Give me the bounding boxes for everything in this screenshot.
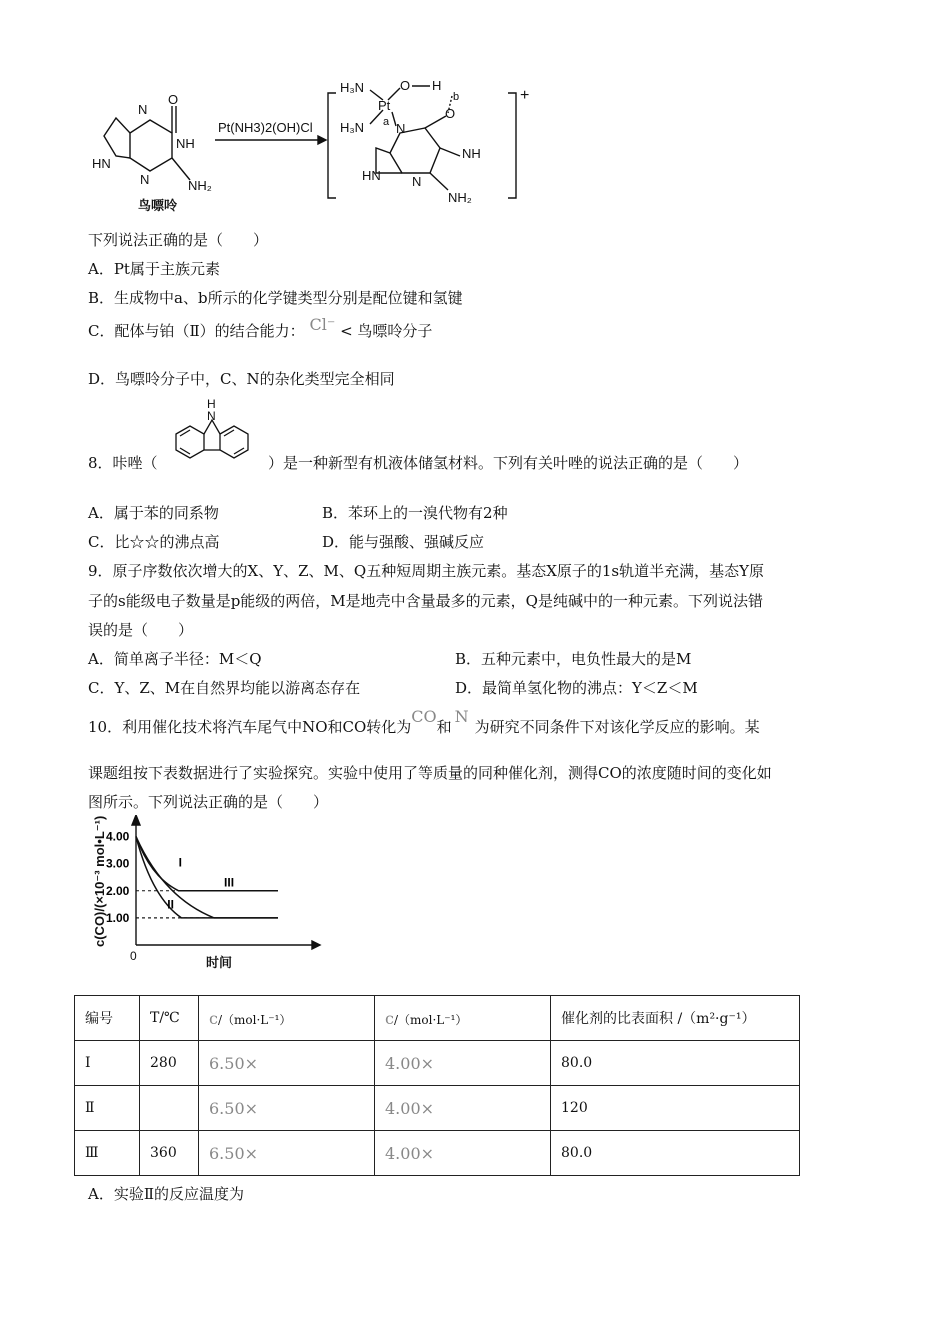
q10-post: 为研究不同条件下对该化学反应的影响。某 xyxy=(474,718,760,736)
experiment-table xyxy=(74,995,800,1176)
y-tick-label: 3.00 xyxy=(106,856,130,871)
header-c1-unit: /（mol·L⁻¹） xyxy=(217,1012,292,1027)
header-c2 xyxy=(375,996,551,1041)
header-c1-prefix: c xyxy=(209,1008,218,1028)
y-tick-label: 2.00 xyxy=(106,883,130,898)
table-row xyxy=(75,1131,800,1176)
co-concentration-chart xyxy=(88,815,328,975)
table-header-row xyxy=(75,996,800,1041)
atom-h3n-bottom: H₃N xyxy=(340,120,365,135)
atom-o-product: O xyxy=(400,78,411,93)
q9-line2: 子的s能级电子数量是p能级的两倍，M是地壳中含量最多的元素，Q是纯碱中的一种元素。下列说法错 xyxy=(88,592,763,610)
atom-o-carbonyl: O xyxy=(445,106,456,121)
row3-temp: 360 xyxy=(140,1131,199,1176)
header-area: 催化剂的比表面积 /（m²·g⁻¹） xyxy=(551,996,800,1041)
atom-nh2-product: NH₂ xyxy=(448,190,472,205)
row2-area: 120 xyxy=(551,1086,800,1131)
header-id: 编号 xyxy=(75,996,140,1041)
q7-option-c-post: < 鸟嘌呤分子 xyxy=(340,322,433,340)
series-label-I: I xyxy=(178,855,182,870)
q8-option-c: C．比☆☆的沸点高 xyxy=(88,533,220,551)
q8-option-b: B．苯环上的一溴代物有2种 xyxy=(322,504,508,522)
q7-option-c xyxy=(88,315,433,341)
atom-nh2: NH₂ xyxy=(188,178,212,193)
carbazole-h: H xyxy=(207,397,216,411)
q10-pre: 10．利用催化技术将汽车尾气中NO和CO转化为 xyxy=(88,718,412,736)
q7-option-d: D．鸟嘌呤分子中，C、N的杂化类型完全相同 xyxy=(88,370,395,388)
q8-post: ）是一种新型有机液体储氢材料。下列有关叶唑的说法正确的是（ ） xyxy=(268,454,749,472)
row3-c2: 4.00× xyxy=(375,1131,551,1176)
table-row xyxy=(75,1041,800,1086)
header-c2-prefix: c xyxy=(385,1008,394,1028)
row1-temp: 280 xyxy=(140,1041,199,1086)
q8-option-d: D．能与强酸、强碱反应 xyxy=(322,533,485,551)
table-row xyxy=(75,1086,800,1131)
series-label-III: III xyxy=(224,875,235,890)
row1-id: Ⅰ xyxy=(75,1041,140,1086)
row2-temp xyxy=(140,1086,199,1131)
x-axis-label: 时间 xyxy=(206,955,233,970)
q9-option-a: A．简单离子半径：M＜Q xyxy=(88,650,262,668)
q9-line3: 误的是（ ） xyxy=(88,621,194,639)
reagent-label: Pt(NH3)2(OH)Cl xyxy=(218,120,313,135)
co-formula: CO xyxy=(411,707,437,726)
atom-h3n-top: H₃N xyxy=(340,80,365,95)
series-label-II: II xyxy=(167,897,174,912)
atom-h-product: H xyxy=(432,78,442,93)
reactant-name: 鸟嘌呤 xyxy=(138,198,178,213)
charge: + xyxy=(520,87,530,104)
n-formula: N xyxy=(454,707,469,726)
label-a: a xyxy=(383,116,390,128)
atom-nh-product: NH xyxy=(462,146,481,161)
q10-line1 xyxy=(88,707,760,737)
q9-option-d: D．最简单氢化物的沸点：Y＜Z＜M xyxy=(455,679,698,697)
series-line-I xyxy=(136,837,278,918)
row1-area: 80.0 xyxy=(551,1041,800,1086)
carbazole-n: N xyxy=(207,409,216,423)
row1-c1: 6.50× xyxy=(199,1041,375,1086)
header-c2-unit: /（mol·L⁻¹） xyxy=(393,1012,468,1027)
chloride-ion: Cl⁻ xyxy=(309,315,336,334)
x-axis-arrow xyxy=(312,941,320,949)
q8-pre: 8．咔唑（ xyxy=(88,454,158,472)
q9-line1: 9．原子序数依次增大的X、Y、Z、M、Q五种短周期主族元素。基态X原子的1s轨道半充满，基态Y原 xyxy=(88,562,765,580)
row2-id: Ⅱ xyxy=(75,1086,140,1131)
y-axis-arrow xyxy=(132,815,140,825)
atom-hn-product: HN xyxy=(362,168,381,183)
q7-stem: 下列说法正确的是（ ） xyxy=(88,231,269,249)
q8-option-a: A．属于苯的同系物 xyxy=(88,504,219,522)
q10-he: 和 xyxy=(436,718,452,736)
row2-c2: 4.00× xyxy=(375,1086,551,1131)
q10-option-a: A．实验Ⅱ的反应温度为 xyxy=(88,1185,245,1203)
carbazole-structure xyxy=(156,396,268,468)
atom-n-ring: N xyxy=(412,174,422,189)
row3-id: Ⅲ xyxy=(75,1131,140,1176)
q9-option-c: C．Y、Z、M在自然界均能以游离态存在 xyxy=(88,679,361,697)
series-line-III xyxy=(136,837,278,891)
atom-n-top: N xyxy=(138,102,148,117)
q7-option-c-pre: C．配体与铂（Ⅱ）的结合能力： xyxy=(88,322,305,340)
y-tick-label: 4.00 xyxy=(106,829,130,844)
row3-c1: 6.50× xyxy=(199,1131,375,1176)
atom-nh: NH xyxy=(176,136,195,151)
series-line-II xyxy=(136,837,278,918)
y-axis-label: c(CO)/(×10⁻³ mol•L⁻¹) xyxy=(92,815,107,947)
q9-option-b: B．五种元素中，电负性最大的是M xyxy=(455,650,692,668)
header-temp: T/℃ xyxy=(140,996,199,1041)
origin-label: 0 xyxy=(130,949,137,963)
atom-pt: Pt xyxy=(378,98,391,113)
row1-c2: 4.00× xyxy=(375,1041,551,1086)
atom-o: O xyxy=(168,92,179,107)
reaction-scheme xyxy=(80,78,540,218)
q10-line3: 图所示。下列说法正确的是（ ） xyxy=(88,793,329,811)
label-b: b xyxy=(453,91,460,103)
row3-area: 80.0 xyxy=(551,1131,800,1176)
row2-c1: 6.50× xyxy=(199,1086,375,1131)
q10-line2: 课题组按下表数据进行了实验探究。实验中使用了等质量的同种催化剂，测得CO的浓度随时间的变化如 xyxy=(88,764,772,782)
header-c1 xyxy=(199,996,375,1041)
atom-n-coord: N xyxy=(396,121,406,136)
q7-option-b: B．生成物中a、b所示的化学键类型分别是配位键和氢键 xyxy=(88,289,463,307)
atom-hn: HN xyxy=(92,156,111,171)
atom-n: N xyxy=(140,172,150,187)
q7-option-a: A．Pt属于主族元素 xyxy=(88,260,220,278)
y-tick-label: 1.00 xyxy=(106,910,130,925)
